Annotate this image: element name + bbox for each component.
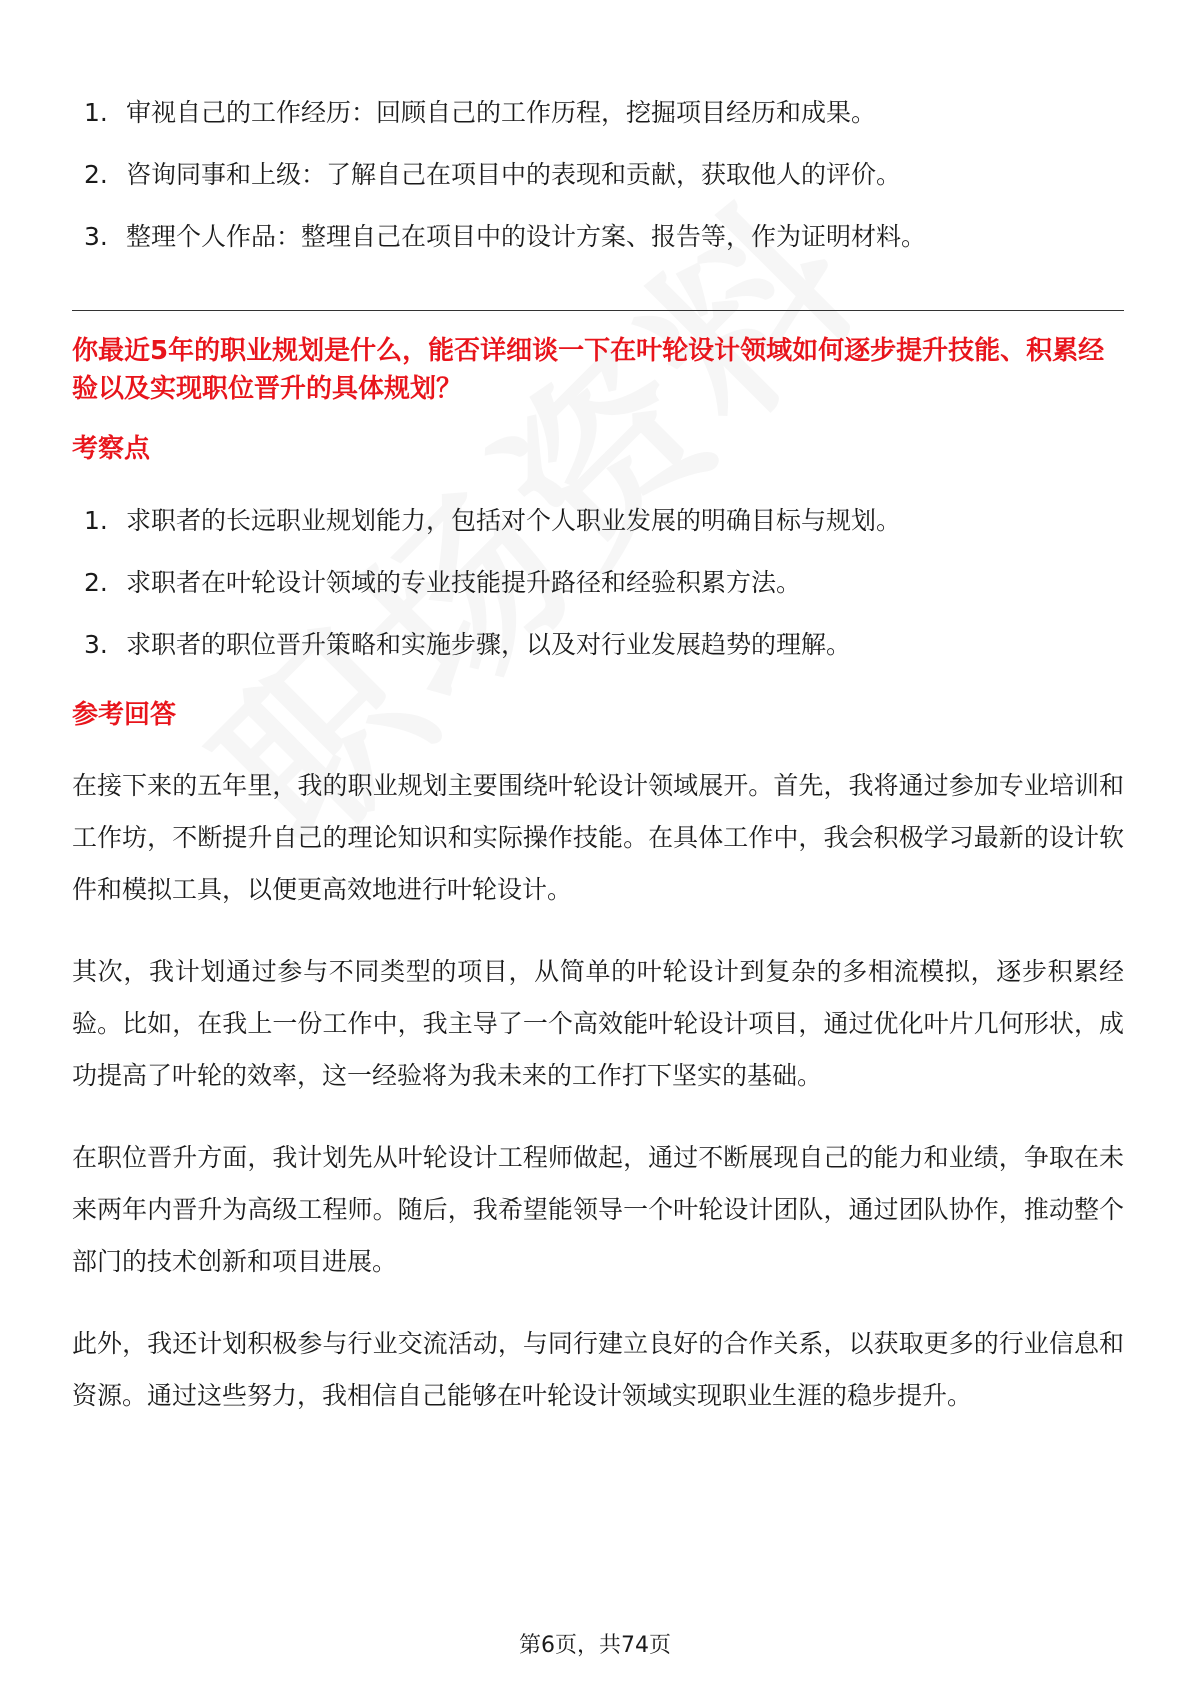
list-item [84,552,1124,614]
list-text: 求职者在叶轮设计领域的专业技能提升路径和经验积累方法。 [126,568,802,597]
list-text: 求职者的职位晋升策略和实施步骤，以及对行业发展趋势的理解。 [126,630,852,659]
list-number: 1. [84,506,108,535]
assessment-points-list [84,490,1124,676]
answer-paragraph: 此外，我还计划积极参与行业交流活动，与同行建立良好的合作关系，以获取更多的行业信息和资源。通过这些努力，我相信自己能够在叶轮设计领域实现职业生涯的稳步提升。 [72,1329,1124,1410]
list-number: 3. [84,630,108,659]
list-text: 审视自己的工作经历：回顾自己的工作历程，挖掘项目经历和成果。 [126,98,877,127]
list-text: 整理个人作品：整理自己在项目中的设计方案、报告等，作为证明材料。 [126,222,927,251]
list-number: 3. [84,222,108,251]
list-number: 2. [84,568,108,597]
answer-paragraph: 在接下来的五年里，我的职业规划主要围绕叶轮设计领域展开。首先，我将通过参加专业培训和工作坊，不断提升自己的理论知识和实际操作技能。在具体工作中，我会积极学习最新的设计软件和模拟工具，以便更高效地进行叶轮设计。 [72,771,1124,904]
list-text: 求职者的长远职业规划能力，包括对个人职业发展的明确目标与规划。 [126,506,902,535]
assessment-points-heading: 考察点 [72,434,151,464]
list-item [84,206,1124,268]
answer-paragraph: 在职位晋升方面，我计划先从叶轮设计工程师做起，通过不断展现自己的能力和业绩，争取在未来两年内晋升为高级工程师。随后，我希望能领导一个叶轮设计团队，通过团队协作，推动整个部门的技术创新和项目进展。 [72,1143,1124,1276]
list-text: 咨询同事和上级：了解自己在项目中的表现和贡献，获取他人的评价。 [126,160,902,189]
reference-answer-heading: 参考回答 [72,700,177,730]
section-divider [72,310,1124,311]
list-item [84,144,1124,206]
answer-paragraph: 其次，我计划通过参与不同类型的项目，从简单的叶轮设计到复杂的多相流模拟，逐步积累经验。比如，在我上一份工作中，我主导了一个高效能叶轮设计项目，通过优化叶片几何形状，成功提高了叶轮的效率，这一经验将为我未来的工作打下坚实的基础。 [72,957,1124,1090]
reference-answer [72,760,1124,1452]
list-number: 1. [84,98,108,127]
evidence-list [84,82,1124,268]
page-number: 第6页，共74页 [519,1633,671,1658]
list-number: 2. [84,160,108,189]
list-item [84,614,1124,676]
list-item [84,490,1124,552]
interview-question: 你最近5年的职业规划是什么，能否详细谈一下在叶轮设计领域如何逐步提升技能、积累经验以及实现职位晋升的具体规划？ [72,336,1105,404]
list-item [84,82,1124,144]
